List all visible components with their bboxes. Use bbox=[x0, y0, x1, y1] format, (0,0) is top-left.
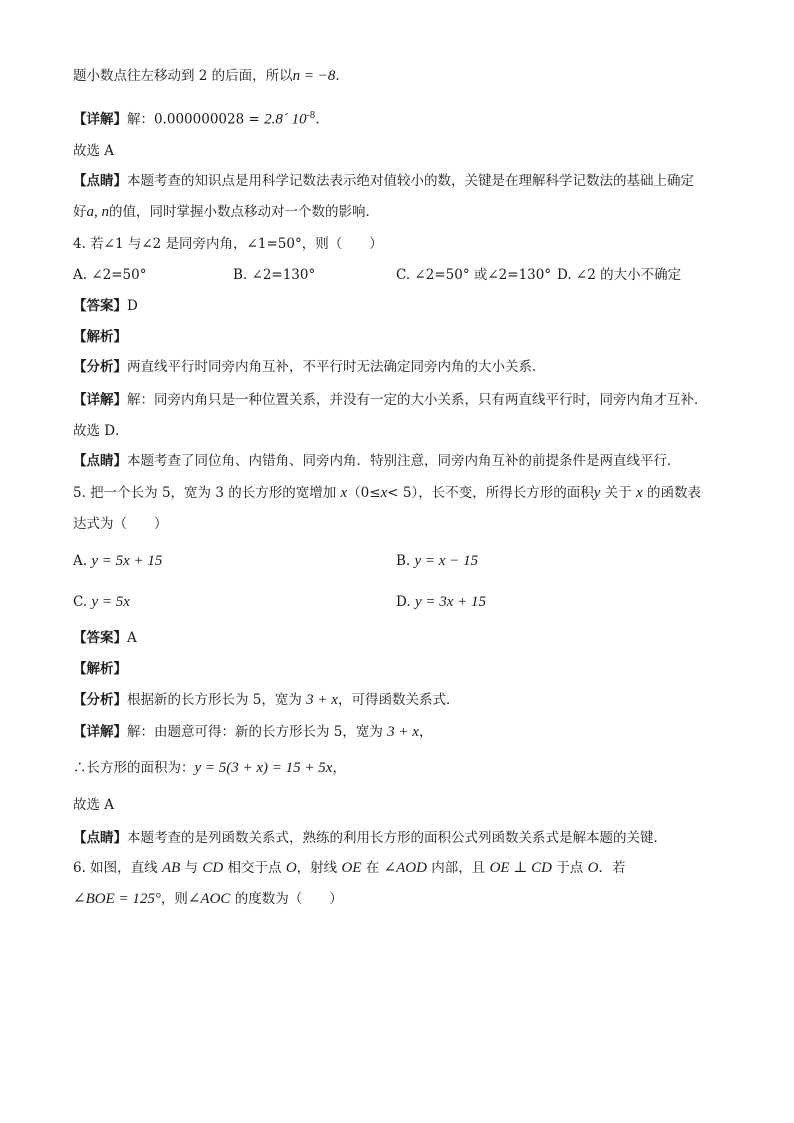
math-expression: 3 + x bbox=[387, 724, 419, 740]
math-expression: 2.8´ 10 bbox=[264, 111, 307, 128]
text-segment: ，可得函数关系式． bbox=[337, 692, 460, 708]
text-segment: 于点 bbox=[552, 860, 588, 876]
text-line bbox=[73, 106, 320, 130]
text-segment: 本题考查了同位角、内错角、同旁内角．特别注意，同旁内角互补的前提条件是两直线平行． bbox=[127, 453, 681, 469]
text-line bbox=[73, 357, 546, 377]
math-expression: AB bbox=[161, 860, 181, 876]
math-expression: x bbox=[635, 485, 643, 501]
section-tag: 【分析】 bbox=[73, 359, 127, 375]
text-segment: 内部，且 bbox=[426, 860, 490, 876]
text-segment: 解：同旁内角只是一种位置关系，并没有一定的大小关系，只有两直线平行时，同旁内角才互补． bbox=[127, 392, 708, 408]
section-tag: 【点睛】 bbox=[73, 453, 127, 469]
text-segment: 5. 把一个长为 5，宽为 3 的长方形的宽增加 bbox=[73, 485, 341, 501]
section-tag: 【详解】 bbox=[73, 392, 127, 408]
text-segment: 关于 bbox=[600, 485, 636, 501]
text-line bbox=[73, 795, 114, 815]
text-line bbox=[73, 296, 138, 316]
text-segment: ，则 bbox=[160, 891, 188, 907]
section-tag: 【解析】 bbox=[73, 329, 127, 345]
text-segment: 本题考查的是列函数关系式，熟练的利用长方形的面积公式列函数关系式是解本题的关键． bbox=[127, 830, 667, 846]
text-line bbox=[73, 421, 129, 441]
text-segment: A bbox=[127, 630, 137, 646]
math-expression: O bbox=[587, 860, 599, 876]
text-segment: ∴长方形的面积为： bbox=[73, 760, 195, 776]
text-segment: 6. 如图，直线 bbox=[73, 860, 162, 876]
q4-option-a: A. ∠2=50° bbox=[73, 267, 147, 283]
text-segment: 故选 A bbox=[73, 797, 115, 813]
text-line bbox=[73, 889, 343, 909]
section-tag: 【点睛】 bbox=[73, 830, 127, 846]
math-expression: O bbox=[285, 860, 297, 876]
section-tag: 【答案】 bbox=[73, 298, 127, 314]
text-line bbox=[73, 690, 459, 710]
math-expression: OE bbox=[341, 860, 362, 876]
section-tag: 【分析】 bbox=[73, 692, 127, 708]
text-line bbox=[73, 171, 694, 191]
math-expression: y bbox=[593, 485, 601, 501]
math-expression: x bbox=[340, 485, 348, 501]
text-segment: . bbox=[315, 111, 320, 128]
q4-option-d: D. ∠2 的大小不确定 bbox=[557, 267, 682, 283]
math-expression: a, n bbox=[86, 204, 109, 220]
text-segment: 解：0.000000028 = bbox=[127, 111, 265, 128]
text-segment: 两直线平行时同旁内角互补，不平行时无法确定同旁内角的大小关系． bbox=[127, 359, 546, 375]
text-line bbox=[73, 451, 681, 471]
text-segment: -8 bbox=[306, 111, 316, 121]
text-segment: 4. 若∠1 与∠2 是同旁内角，∠1=50°，则（ ） bbox=[73, 236, 383, 252]
math-expression: 3 + x bbox=[306, 692, 338, 708]
text-segment: 好 bbox=[73, 204, 87, 220]
text-line bbox=[73, 659, 127, 679]
text-segment: 根据新的长方形长为 5，宽为 bbox=[127, 692, 307, 708]
text-segment: 达式为（ ） bbox=[73, 516, 168, 532]
section-tag: 【详解】 bbox=[73, 111, 127, 128]
q5-option-b: B. y = x − 15 bbox=[396, 553, 479, 569]
text-line bbox=[73, 327, 127, 347]
math-expression: OE ⊥ CD bbox=[489, 860, 553, 876]
text-line bbox=[73, 722, 432, 742]
text-segment: 的函数表 bbox=[642, 485, 701, 501]
section-tag: 【答案】 bbox=[73, 630, 127, 646]
text-segment: ， bbox=[332, 760, 346, 776]
text-segment: 的值，同时掌握小数点移动对一个数的影响． bbox=[109, 204, 379, 220]
q5-option-c: C. y = 5x bbox=[73, 594, 130, 610]
q4-option-b: B. ∠2=130° bbox=[233, 267, 316, 283]
section-tag: 【解析】 bbox=[73, 661, 127, 677]
text-segment: . bbox=[335, 68, 340, 84]
text-segment: ．若 bbox=[598, 860, 626, 876]
text-segment: 故选 D． bbox=[73, 423, 129, 439]
text-segment: 的度数为（ ） bbox=[230, 891, 343, 907]
section-tag: 【详解】 bbox=[73, 724, 127, 740]
question-5-stem bbox=[73, 483, 701, 503]
text-segment: 相交于点 bbox=[223, 860, 286, 876]
section-tag: 【点睛】 bbox=[73, 173, 127, 189]
math-expression: ∠BOE = 125° bbox=[73, 891, 161, 907]
text-line bbox=[73, 202, 379, 222]
text-line bbox=[73, 628, 137, 648]
text-line bbox=[73, 390, 708, 410]
q5-option-a: A. y = 5x + 15 bbox=[73, 553, 163, 569]
text-line bbox=[73, 141, 114, 161]
text-segment: 本题考查的知识点是用科学记数法表示绝对值较小的数，关键是在理解科学记数法的基础上确定 bbox=[127, 173, 694, 189]
text-segment: 故选 A bbox=[73, 143, 115, 159]
text-line bbox=[73, 514, 168, 534]
math-expression: x bbox=[380, 485, 388, 501]
text-segment: 题小数点往左移动到 2 的后面，所以 bbox=[73, 68, 293, 84]
text-segment: （0≤ bbox=[347, 485, 381, 501]
question-4-stem bbox=[73, 234, 383, 254]
text-line bbox=[73, 758, 346, 778]
q4-option-c: C. ∠2=50° 或∠2=130° bbox=[396, 267, 552, 283]
text-line bbox=[73, 828, 667, 848]
q5-option-d: D. y = 3x + 15 bbox=[396, 594, 486, 610]
text-segment: 与 bbox=[180, 860, 203, 876]
math-expression: ∠AOC bbox=[187, 891, 231, 907]
math-expression: y = 5(3 + x) = 15 + 5x bbox=[194, 760, 333, 776]
text-segment: D bbox=[127, 298, 138, 314]
text-segment: ，射线 bbox=[296, 860, 342, 876]
text-line bbox=[73, 66, 340, 86]
math-expression: ∠AOD bbox=[383, 860, 427, 876]
text-segment: 在 bbox=[361, 860, 384, 876]
math-expression: CD bbox=[202, 860, 224, 876]
math-expression: n = −8 bbox=[292, 68, 336, 84]
text-segment: ， bbox=[418, 724, 433, 740]
text-segment: < 5），长不变，所得长方形的面积 bbox=[387, 485, 594, 501]
question-6-stem bbox=[73, 858, 625, 878]
text-segment: 解：由题意可得：新的长方形长为 5，宽为 bbox=[127, 724, 388, 740]
